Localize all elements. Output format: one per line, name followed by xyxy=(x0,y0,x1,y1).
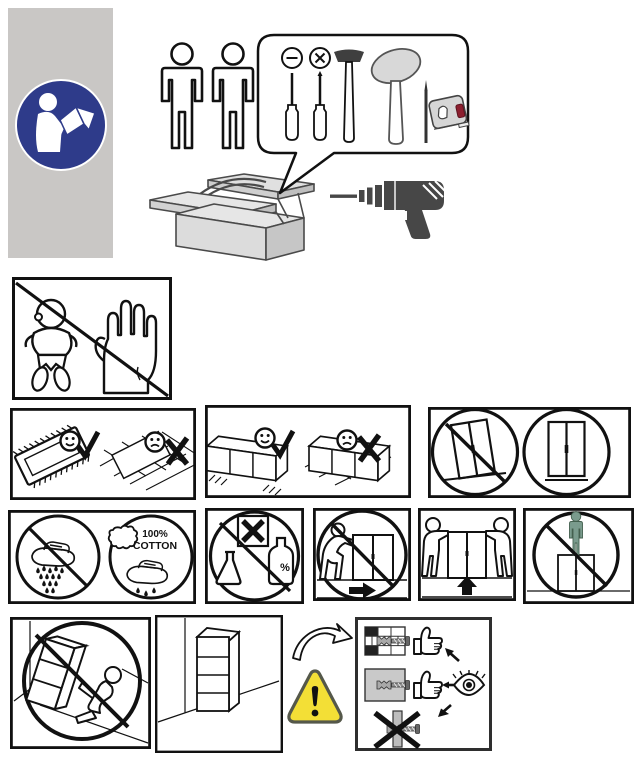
cotton-percent-label: 100% xyxy=(142,529,168,540)
swoosh-arrow-icon xyxy=(288,622,354,670)
pencil-icon xyxy=(424,80,427,143)
harmful-cross-icon xyxy=(238,516,268,546)
frowny-icon xyxy=(146,433,165,452)
tipover-hazard-sign xyxy=(10,617,151,749)
keep-children-away-sign xyxy=(12,277,172,400)
concrete-wall-icon xyxy=(365,669,410,701)
do-not-push-sign xyxy=(313,508,411,601)
lift-with-two-sign xyxy=(418,508,516,601)
level-floor-sign xyxy=(428,407,631,498)
warning-triangle-icon xyxy=(286,666,344,732)
do-not-stand-sign xyxy=(523,508,634,604)
cleaning-sign xyxy=(8,510,196,604)
brick-wall-icon xyxy=(365,627,410,655)
percent-label: % xyxy=(280,562,290,574)
two-persons-icon xyxy=(155,38,260,156)
read-manual-icon xyxy=(8,8,113,258)
cotton-word-label: COTTON xyxy=(132,540,178,552)
person-icon xyxy=(162,44,202,149)
place-against-wall-sign xyxy=(155,615,283,753)
bookshelf-in-corner-icon xyxy=(197,628,239,711)
unpack-on-soft-surface-sign xyxy=(10,408,196,500)
assemble-on-soft-surface-sign xyxy=(205,405,411,498)
power-drill-icon xyxy=(328,170,458,244)
no-chemicals-sign xyxy=(205,508,304,604)
wall-anchoring-sign xyxy=(355,617,492,751)
person-icon xyxy=(213,44,253,149)
smiley-icon xyxy=(256,429,275,448)
tape-measure-icon xyxy=(428,95,469,133)
frowny-icon xyxy=(338,431,357,450)
gray-sidebar xyxy=(8,8,113,258)
